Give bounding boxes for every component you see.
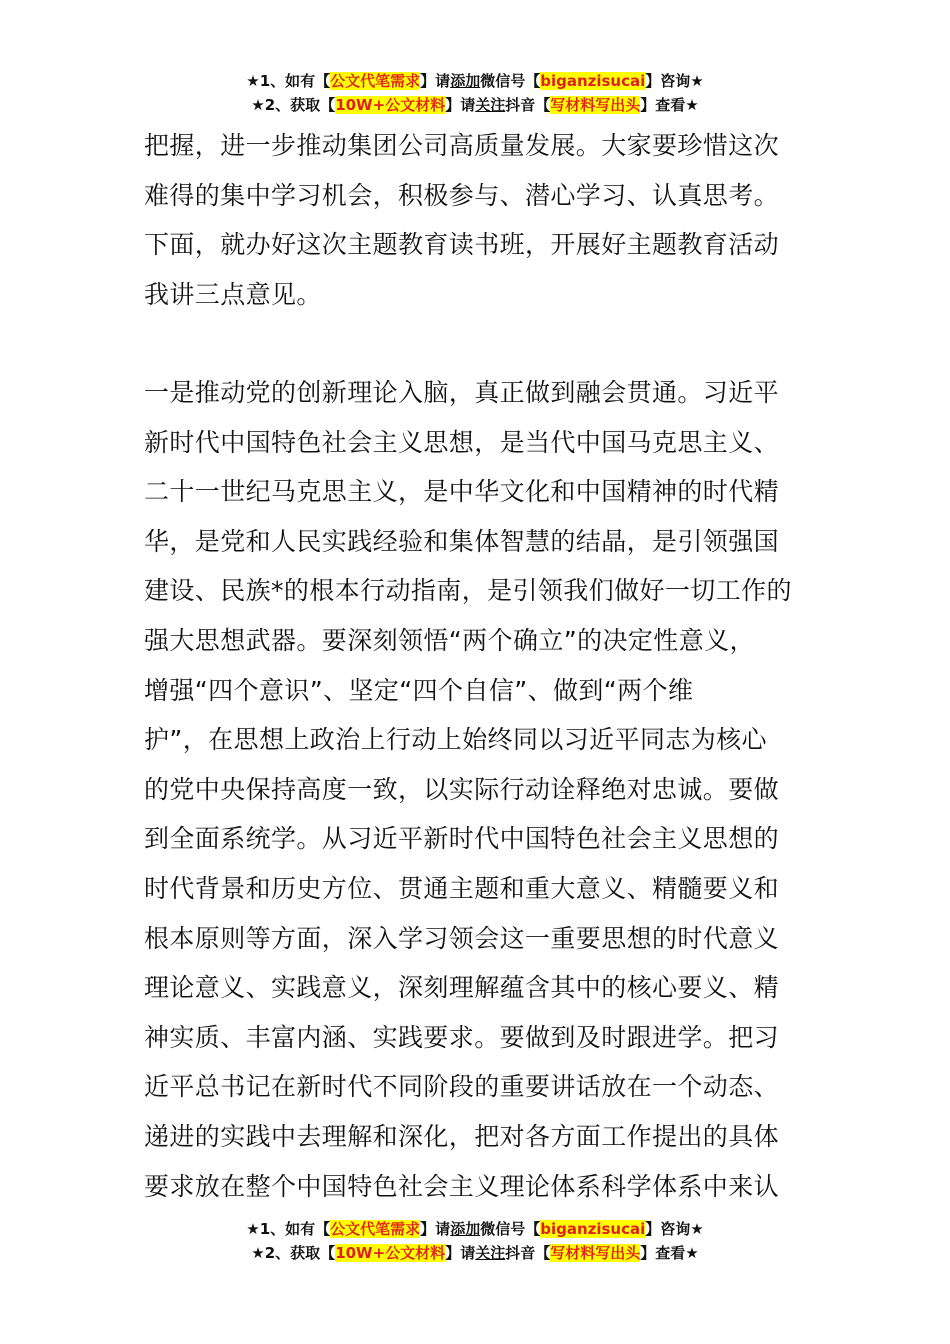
banner-text: 】查看★ <box>640 1244 699 1262</box>
banner-line-2 <box>0 93 950 117</box>
banner-text: 】咨询★ <box>645 72 704 90</box>
banner-text: 抖音【 <box>505 1244 551 1262</box>
banner-text: 微信号【 <box>480 72 541 90</box>
text-line: 要求放在整个中国特色社会主义理论体系科学体系中来认 <box>144 1171 780 1201</box>
text-line: 华，是党和人民实践经验和集体智慧的结晶，是引领强国 <box>144 526 780 556</box>
text-line: 根本原则等方面，深入学习领会这一重要思想的时代意义 <box>144 923 780 953</box>
banner-text: 抖音【 <box>505 96 551 114</box>
text-line: 递进的实践中去理解和深化，把对各方面工作提出的具体 <box>144 1121 780 1151</box>
highlight-wechat-id: biganzisucai <box>540 1220 646 1238</box>
text-line: 理论意义、实践意义，深刻理解蕴含其中的核心要义、精 <box>144 973 780 1003</box>
banner-text: 】查看★ <box>640 96 699 114</box>
banner-text: 】咨询★ <box>645 1220 704 1238</box>
highlight-service: 公文代笔需求 <box>330 1220 421 1238</box>
underlined-text: 关注 <box>475 1244 506 1262</box>
text-line: 一是推动党的创新理论入脑，真正做到融会贯通。习近平 <box>144 378 780 407</box>
text-line: 时代背景和历史方位、贯通主题和重大意义、精髓要义和 <box>144 873 780 903</box>
text-line: 神实质、丰富内涵、实践要求。要做到及时跟进学。把习 <box>144 1022 780 1052</box>
highlight-service: 公文代笔需求 <box>330 72 421 90</box>
banner-text: ★2、获取【 <box>251 1244 336 1262</box>
text-line: 下面，就办好这次主题教育读书班，开展好主题教育活动 <box>144 230 780 260</box>
underlined-text: 添加 <box>450 72 481 90</box>
text-line: 我讲三点意见。 <box>144 279 322 309</box>
paragraph-point-one <box>144 368 809 1211</box>
text-line: 护”，在思想上政治上行动上始终同以习近平同志为核心 <box>144 725 767 755</box>
banner-text: 】请 <box>420 72 451 90</box>
banner-text: ★1、如有【 <box>246 72 331 90</box>
banner-line-2 <box>0 1241 950 1265</box>
text-line: 强大思想武器。要深刻领悟“两个确立”的决定性意义， <box>144 625 755 655</box>
highlight-materials: 10W+公文材料 <box>335 96 446 114</box>
text-line: 把握，进一步推动集团公司高质量发展。大家要珍惜这次 <box>144 131 780 160</box>
highlight-materials: 10W+公文材料 <box>335 1244 446 1262</box>
underlined-text: 添加 <box>450 1220 481 1238</box>
banner-text: 】请 <box>445 1244 476 1262</box>
text-line: 新时代中国特色社会主义思想，是当代中国马克思主义、 <box>144 427 780 457</box>
highlight-douyin-account: 写材料写出头 <box>550 1244 641 1262</box>
banner-text: 】请 <box>420 1220 451 1238</box>
highlight-wechat-id: biganzisucai <box>540 72 646 90</box>
banner-line-1 <box>0 69 950 93</box>
text-line: 难得的集中学习机会，积极参与、潜心学习、认真思考。 <box>144 180 780 210</box>
underlined-text: 关注 <box>475 96 506 114</box>
banner-line-1 <box>0 1217 950 1241</box>
footer-banner <box>0 1217 950 1265</box>
paragraph-intro <box>144 121 809 319</box>
banner-text: 】请 <box>445 96 476 114</box>
text-line: 建设、民族*的根本行动指南，是引领我们做好一切工作的 <box>144 576 792 606</box>
text-line: 到全面系统学。从习近平新时代中国特色社会主义思想的 <box>144 824 780 854</box>
text-line: 近平总书记在新时代不同阶段的重要讲话放在一个动态、 <box>144 1072 780 1102</box>
text-line: 的党中央保持高度一致，以实际行动诠释绝对忠诚。要做 <box>144 774 780 804</box>
highlight-douyin-account: 写材料写出头 <box>550 96 641 114</box>
banner-text: ★2、获取【 <box>251 96 336 114</box>
text-line: 增强“四个意识”、坚定“四个自信”、做到“两个维 <box>144 675 694 705</box>
header-banner <box>0 69 950 117</box>
text-line: 二十一世纪马克思主义，是中华文化和中国精神的时代精 <box>144 477 780 507</box>
banner-text: 微信号【 <box>480 1220 541 1238</box>
banner-text: ★1、如有【 <box>246 1220 331 1238</box>
